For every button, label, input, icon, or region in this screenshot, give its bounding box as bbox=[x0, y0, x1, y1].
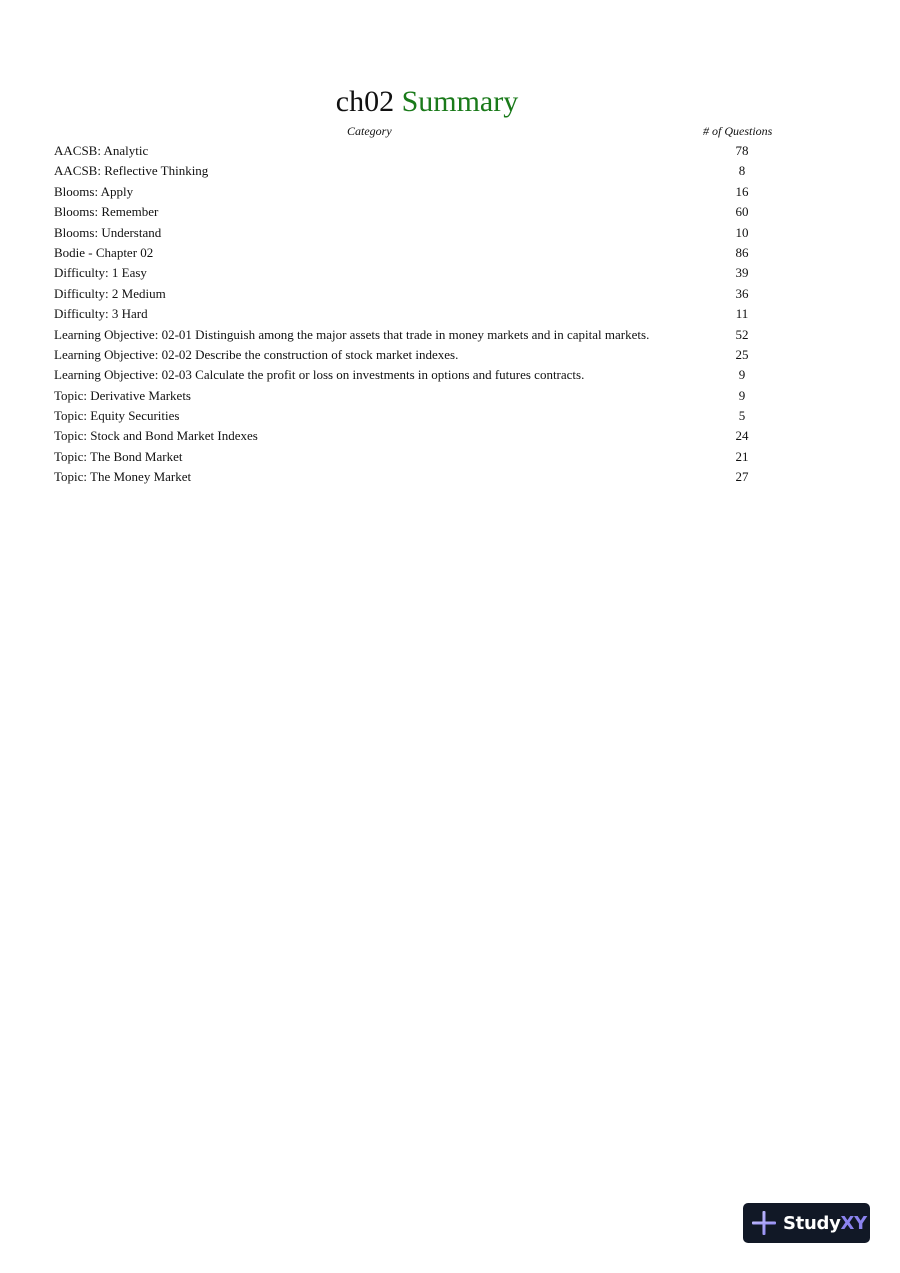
row-category: Topic: Equity Securities bbox=[54, 408, 180, 424]
row-category: Topic: Stock and Bond Market Indexes bbox=[54, 428, 258, 444]
table-row bbox=[0, 365, 900, 385]
row-count: 21 bbox=[735, 448, 749, 464]
row-category: Learning Objective: 02-01 Distinguish among the major assets that trade in money markets and in capital markets. bbox=[54, 326, 650, 342]
table-row bbox=[0, 223, 900, 243]
row-category: Blooms: Understand bbox=[54, 224, 162, 240]
plus-icon bbox=[751, 1210, 777, 1236]
summary-table bbox=[0, 141, 900, 488]
row-category: Blooms: Remember bbox=[54, 204, 159, 220]
table-row bbox=[0, 243, 900, 263]
table-row bbox=[0, 202, 900, 222]
row-category: Learning Objective: 02-03 Calculate the profit or loss on investments in options and futures contracts. bbox=[54, 367, 585, 383]
table-header bbox=[0, 123, 900, 139]
row-count: 24 bbox=[735, 428, 749, 444]
logo-text-accent: XY bbox=[840, 1212, 867, 1234]
row-category: Topic: Derivative Markets bbox=[54, 387, 191, 403]
page-title-prefix: ch02 bbox=[335, 85, 395, 118]
table-row bbox=[0, 161, 900, 181]
table-row bbox=[0, 406, 900, 426]
row-count: 52 bbox=[735, 326, 749, 342]
row-category: Topic: The Money Market bbox=[54, 469, 192, 485]
row-count: 10 bbox=[735, 224, 749, 240]
table-row bbox=[0, 263, 900, 283]
row-count: 8 bbox=[738, 163, 746, 179]
row-count: 16 bbox=[735, 183, 749, 199]
row-count: 60 bbox=[735, 204, 749, 220]
page-title bbox=[0, 84, 854, 120]
table-row bbox=[0, 426, 900, 446]
page-title-accent: Summary bbox=[401, 85, 519, 118]
table-row bbox=[0, 447, 900, 467]
count-column-header: # of Questions bbox=[703, 124, 773, 138]
row-count: 36 bbox=[735, 285, 749, 301]
table-row bbox=[0, 182, 900, 202]
table-row bbox=[0, 386, 900, 406]
logo-text-main: Study bbox=[783, 1212, 841, 1234]
table-row bbox=[0, 284, 900, 304]
table-row bbox=[0, 304, 900, 324]
row-category: Difficulty: 1 Easy bbox=[54, 265, 147, 281]
row-category: Blooms: Apply bbox=[54, 183, 134, 199]
row-category: Learning Objective: 02-02 Describe the construction of stock market indexes. bbox=[54, 346, 459, 362]
row-count: 78 bbox=[735, 143, 749, 158]
row-count: 25 bbox=[735, 346, 749, 362]
logo-text bbox=[783, 1213, 867, 1234]
row-category: Topic: The Bond Market bbox=[54, 448, 183, 464]
table-row bbox=[0, 345, 900, 365]
row-count: 11 bbox=[735, 306, 749, 322]
row-count: 5 bbox=[738, 408, 746, 424]
table-row bbox=[0, 141, 900, 161]
table-row bbox=[0, 325, 900, 345]
row-count: 9 bbox=[738, 367, 746, 383]
table-row bbox=[0, 467, 900, 487]
row-count: 39 bbox=[735, 265, 749, 281]
studyxy-logo[interactable] bbox=[743, 1203, 870, 1243]
row-count: 27 bbox=[735, 469, 749, 485]
row-count: 86 bbox=[735, 244, 749, 260]
row-category: Bodie - Chapter 02 bbox=[54, 244, 154, 260]
row-category: Difficulty: 2 Medium bbox=[54, 285, 166, 301]
row-count: 9 bbox=[738, 387, 746, 403]
row-category: Difficulty: 3 Hard bbox=[54, 306, 148, 322]
row-category: AACSB: Analytic bbox=[54, 143, 149, 158]
row-category: AACSB: Reflective Thinking bbox=[54, 163, 209, 179]
category-column-header: Category bbox=[347, 124, 392, 138]
